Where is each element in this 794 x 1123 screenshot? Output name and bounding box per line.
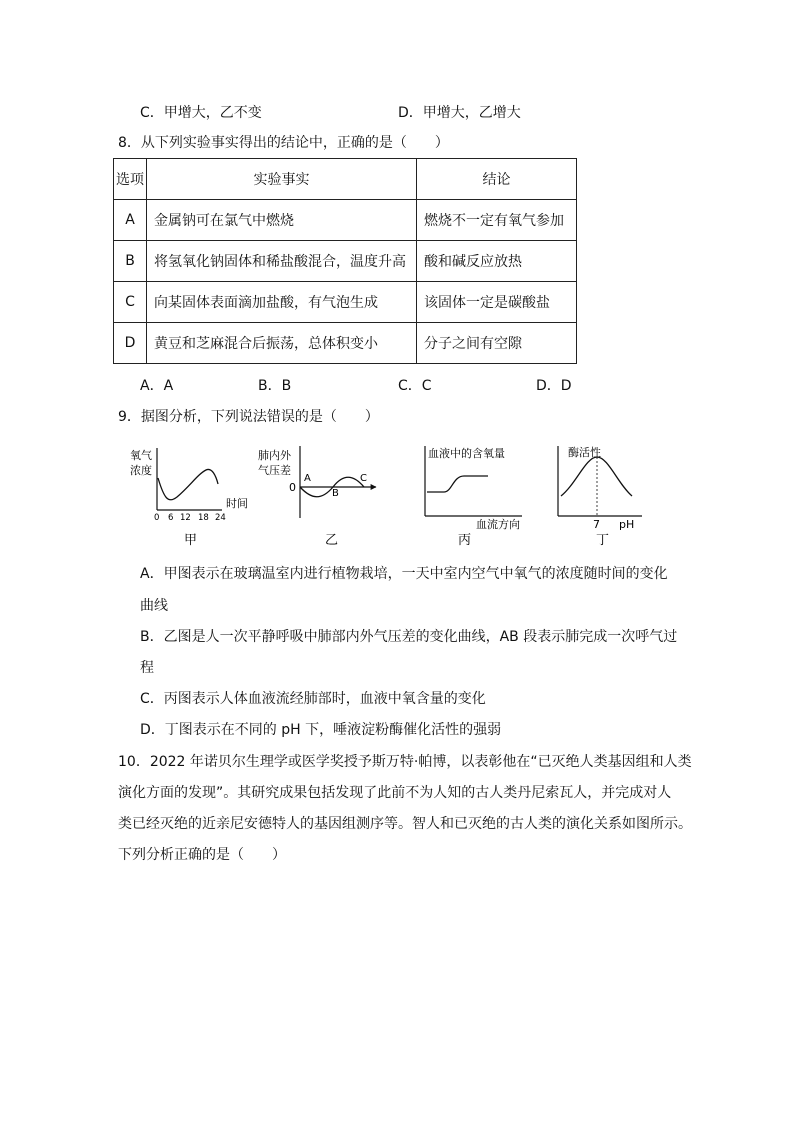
row-conclusion: 燃烧不一定有氧气参加 <box>417 200 577 241</box>
jia-tick-0: 0 <box>154 513 160 523</box>
row-fact: 将氢氧化钠固体和稀盐酸混合，温度升高 <box>147 241 417 282</box>
q10-stem-line1: 10．2022 年诺贝尔生理学或医学奖授予斯万特·帕博，以表彰他在“已灭绝人类基因组和人类 <box>118 754 692 770</box>
graph-ding <box>558 445 642 548</box>
row-option: C <box>114 282 147 323</box>
q7-option-d: D．甲增大，乙增大 <box>398 105 521 121</box>
ding-caption: 丁 <box>596 533 610 548</box>
bing-xlabel: 血流方向 <box>476 518 520 531</box>
q9-option-c: C．丙图表示人体血液流经肺部时，血液中氧含量的变化 <box>140 691 486 707</box>
bing-ylabel: 血液中的含氧量 <box>428 447 505 460</box>
graph-yi <box>258 446 376 548</box>
yi-point-b: B <box>332 488 339 499</box>
ding-tick-7: 7 <box>593 518 600 531</box>
jia-ylabel-1: 氧气 <box>130 449 152 462</box>
yi-point-c: C <box>360 473 367 484</box>
q9-figures <box>0 0 794 560</box>
bing-caption: 丙 <box>458 533 472 548</box>
yi-zero: 0 <box>289 481 296 494</box>
header-fact: 实验事实 <box>147 159 417 200</box>
ding-curve <box>561 457 632 496</box>
q7-option-c: C．甲增大，乙不变 <box>140 105 262 121</box>
q9-option-b-line2: 程 <box>140 660 154 676</box>
jia-caption: 甲 <box>184 533 198 548</box>
q9-option-a-line2: 曲线 <box>140 598 168 614</box>
row-conclusion: 该固体一定是碳酸盐 <box>417 282 577 323</box>
q8-option-d: D．D <box>536 378 572 394</box>
row-fact: 黄豆和芝麻混合后振荡，总体积变小 <box>147 323 417 364</box>
row-fact: 金属钠可在氯气中燃烧 <box>147 200 417 241</box>
row-conclusion: 酸和碱反应放热 <box>417 241 577 282</box>
jia-tick-6: 6 <box>168 513 174 523</box>
ding-ylabel: 酶活性 <box>568 446 601 459</box>
graph-bing <box>425 446 522 548</box>
graph-jia <box>130 448 248 548</box>
ding-xlabel: pH <box>619 518 635 531</box>
row-fact: 向某固体表面滴加盐酸，有气泡生成 <box>147 282 417 323</box>
q9-option-d: D．丁图表示在不同的 pH 下，唾液淀粉酶催化活性的强弱 <box>140 722 502 738</box>
q8-stem: 8．从下列实验事实得出的结论中，正确的是（ ） <box>118 135 449 151</box>
jia-tick-12: 12 <box>180 513 191 523</box>
q8-option-b: B．B <box>258 378 292 394</box>
row-option: A <box>114 200 147 241</box>
q8-option-c: C．C <box>398 378 432 394</box>
q10-stem-line3: 类已经灭绝的近亲尼安德特人的基因组测序等。智人和已灭绝的古人类的演化关系如图所示。 <box>118 816 692 832</box>
row-option: D <box>114 323 147 364</box>
bing-curve <box>427 476 488 492</box>
yi-caption: 乙 <box>325 533 339 548</box>
jia-tick-18: 18 <box>198 513 209 523</box>
jia-tick-24: 24 <box>215 513 226 523</box>
row-option: B <box>114 241 147 282</box>
q9-option-b-line1: B．乙图是人一次平静呼吸中肺部内外气压差的变化曲线，AB 段表示肺完成一次呼气过 <box>140 629 678 645</box>
header-conclusion: 结论 <box>417 159 577 200</box>
q9-stem: 9．据图分析，下列说法错误的是（ ） <box>118 409 379 425</box>
q10-stem-line2: 演化方面的发现”。其研究成果包括发现了此前不为人知的古人类丹尼索瓦人，并完成对人 <box>118 785 672 801</box>
jia-curve <box>158 469 218 499</box>
yi-ylabel-2: 气压差 <box>258 464 291 477</box>
q9-option-a-line1: A．甲图表示在玻璃温室内进行植物栽培，一天中室内空气中氧气的浓度随时间的变化 <box>140 566 668 582</box>
header-option: 选项 <box>114 159 147 200</box>
yi-point-a: A <box>304 473 311 484</box>
jia-xlabel: 时间 <box>226 497 248 510</box>
yi-ylabel-1: 肺内外 <box>258 449 291 462</box>
row-conclusion: 分子之间有空隙 <box>417 323 577 364</box>
jia-ylabel-2: 浓度 <box>130 464 152 477</box>
q10-stem-line4: 下列分析正确的是（ ） <box>118 847 286 863</box>
q8-option-a: A．A <box>140 378 174 394</box>
